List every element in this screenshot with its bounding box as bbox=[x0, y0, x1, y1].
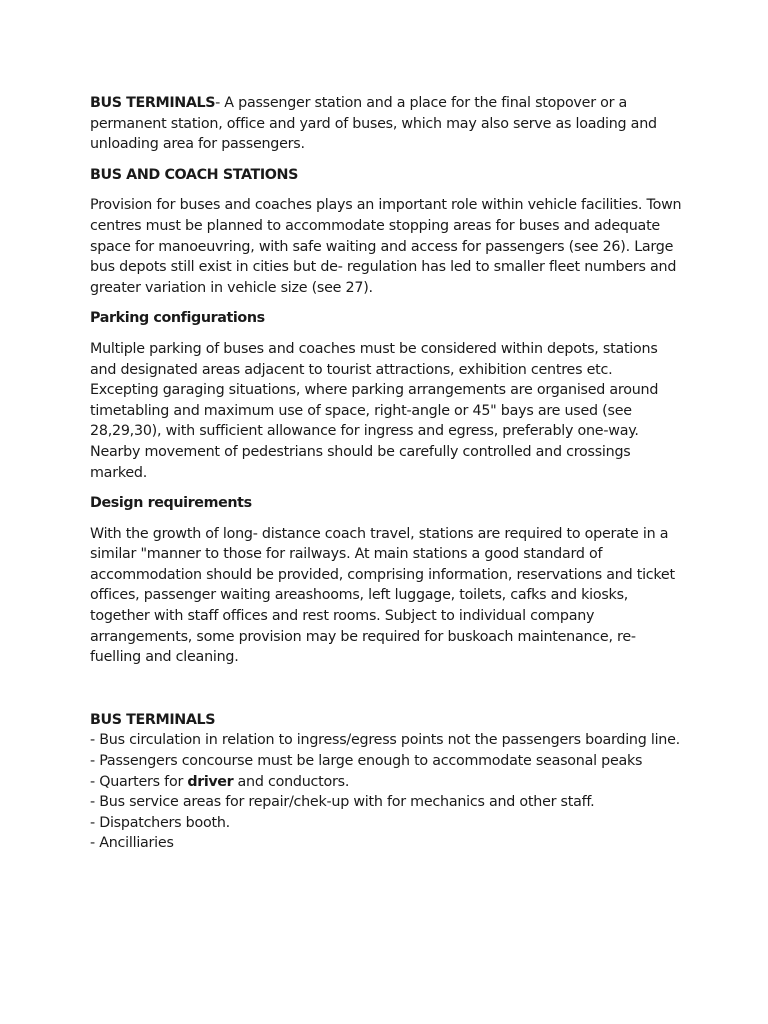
section-heading-parking-configurations: Parking configurations bbox=[90, 310, 265, 327]
section-spacer bbox=[90, 678, 682, 710]
intro-term: BUS TERMINALS bbox=[90, 95, 216, 111]
list-item: - Bus circulation in relation to ingress/egress points not the passengers boarding line. bbox=[90, 732, 680, 749]
intro-paragraph bbox=[90, 93, 682, 155]
section-body-bus-and-coach-stations: Provision for buses and coaches plays an important role within vehicle facilities. Town centres must be planned to accommodate stopping areas for buses and adequate space for manoeuvring, with safe waiting and access for passengers (see 26). Large bus depots still exist in cities but de- regulation has led to smaller fleet numbers and greater variation in vehicle size (see 27). bbox=[90, 197, 682, 296]
list-item-emphasis: driver bbox=[187, 773, 234, 790]
list-item: - Ancilliaries bbox=[90, 835, 174, 852]
list-item-prefix: - Quarters for bbox=[90, 773, 188, 790]
section-heading-design-requirements: Design requirements bbox=[90, 495, 252, 512]
section-heading-bus-and-coach-stations: BUS AND COACH STATIONS bbox=[90, 166, 298, 183]
section-heading-bus-terminals: BUS TERMINALS bbox=[90, 711, 216, 728]
list-item-suffix: and conductors. bbox=[233, 773, 350, 790]
document-page bbox=[90, 93, 682, 854]
intro-definition: - A passenger station and a place for the final stopover or a permanent station, office and yard of buses, which may also serve as loading and unloading area for passengers. bbox=[90, 95, 657, 153]
list-item: - Bus service areas for repair/chek-up with for mechanics and other staff. bbox=[90, 794, 595, 811]
list-item bbox=[90, 772, 682, 793]
section-body-parking-configurations: Multiple parking of buses and coaches must be considered within depots, stations and designated areas adjacent to tourist attractions, exhibition centres etc. Excepting garaging situations, where parking arrangements are organised around timetabling and maximum use of space, right-angle or 45" bays are used (see 28,29,30), with sufficient allowance for ingress and egress, preferably one-way. Nearby movement of pedestrians should be carefully controlled and crossings marked. bbox=[90, 340, 659, 481]
section-body-design-requirements: With the growth of long- distance coach travel, stations are required to operate in a similar "manner to those for railways. At main stations a good standard of accommodation should be provided, comprising information, reservations and ticket offices, passenger waiting areashooms, left luggage, toilets, cafks and kiosks, together with staff offices and rest rooms. Subject to individual company arrangements, some provision may be required for buskoach maintenance, re-fuelling and cleaning. bbox=[90, 525, 675, 666]
list-item: - Dispatchers booth. bbox=[90, 814, 230, 831]
list-item: - Passengers concourse must be large enough to accommodate seasonal peaks bbox=[90, 753, 643, 770]
